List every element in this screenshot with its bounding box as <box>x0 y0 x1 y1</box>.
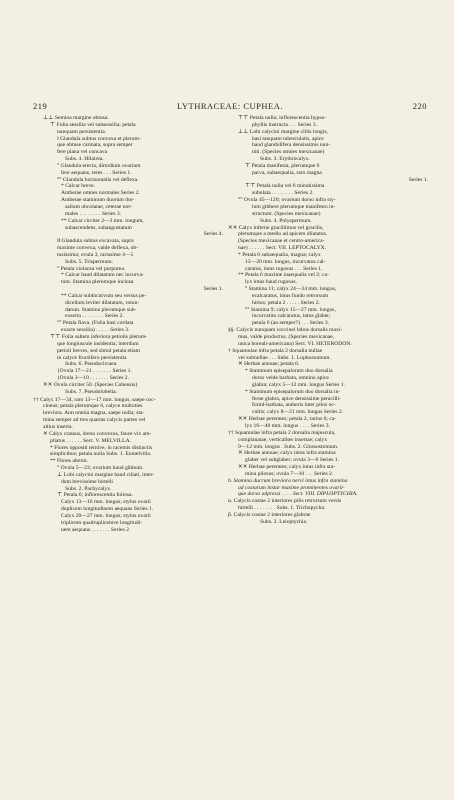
text-line: ⊥⊥ Lobi calycini margine ciliis longis, <box>238 128 328 135</box>
text-line: haud glandulifera densissimis nun- <box>252 142 331 149</box>
text-line: * Staminum episepalorum duo dorsalia in- <box>245 388 341 395</box>
text-line: exacte sessilia) . . . . . Series 3. <box>61 327 130 334</box>
text-line: †† Calyx 17—34, raro 13—17 mm. longus, saepe coc- <box>33 396 156 403</box>
text-line: nae) . . . . . . Sect. VII. LEPTOCALYX. <box>238 245 327 252</box>
text-line: que dorso adpressi . . . . Sect. VIII. DIPLOPTYCHIA. <box>238 491 358 498</box>
text-line: ° Ovula 5—23; ovarium haud gibbum. <box>57 465 144 472</box>
text-line: pliatus . . . . . . Sect. V. MELVILLA. <box>50 437 132 444</box>
text-line: ⊤⊤ Petala nulla vel 6 minutissima <box>245 183 325 190</box>
text-line: ‖ Glandula subtus convexa et plerum- <box>57 135 141 142</box>
text-line: altius inserta. <box>43 423 73 430</box>
text-line: tusissima; ovula 3, rarissime 4—5 <box>57 251 134 258</box>
text-line: 9—12 mm. longus . Subs. 2. Glossostomum. <box>238 443 339 450</box>
text-line: ad costarum instar maxime prominentes ovarii- <box>238 484 345 491</box>
text-line: dicellum leviter dilatatum, rotun- <box>65 299 140 306</box>
text-line: Subs. 4. Hilairea. <box>65 156 104 163</box>
text-line: ° Glandula erecta, dimidium ovarium <box>57 162 141 169</box>
text-line: Series 4. <box>203 231 223 238</box>
text-line: parva, subaequalia, raro magna <box>252 169 322 176</box>
text-line: exserta . . . . . . . . Series 2. <box>65 313 124 320</box>
text-line: Calyx 13—16 mm. longus; stylus ovarii <box>61 499 151 506</box>
text-line: petioli breves, sed simul petala etiam <box>57 347 140 354</box>
text-line: * Flores oppositi ternive, in racemis distinctis <box>50 444 153 451</box>
text-line: {Ovula 17—21 . . . . . . . Series 1. <box>57 368 132 375</box>
right-column <box>228 115 428 526</box>
text-line: fere aequans, teres . . . Series 1. <box>61 169 132 176</box>
text-line: §§. Calycis nunquam coccinei lobus dorsalis maxi- <box>228 327 343 334</box>
text-line: petala 6 (an semper?) . . . Series 3. <box>252 320 330 327</box>
text-line: complanatae, verticaliter insertae; calyx <box>238 436 328 443</box>
left-column <box>33 115 223 533</box>
text-line: Subs. 5. Trispermum. <box>65 258 114 265</box>
text-line: vel subnullae . . . Subs. 1. Lophostomum. <box>238 354 331 361</box>
text-line: mus, valde productus. (Species mexicanae, <box>238 334 335 340</box>
text-line: * Calcar breve. <box>61 183 96 190</box>
text-line: nunquam persistentia. <box>57 128 107 135</box>
text-line: forml-barbata, antheris inter pilos oc- <box>252 402 336 409</box>
text-line: ecalcaratus, intus fundo retrorsum <box>252 292 329 299</box>
text-line: que obtuse carinata, supra semper <box>57 142 133 149</box>
text-line: °° Ovula 45—120; ovarium dorso infra sty- <box>238 197 336 204</box>
text-line: caratus, intus rugosus . . . Series 1. <box>245 265 323 272</box>
text-line: maxime convexa, valde deflexa, ob- <box>57 245 139 252</box>
text-line: * Calcar haud dilatatum nec incurva- <box>61 272 144 279</box>
page-header <box>33 101 427 113</box>
text-line: lyx intus haud rugosus. <box>245 279 297 286</box>
text-line: °° Stamina 9; calyx 15—27 mm. longus, <box>245 306 336 313</box>
text-line: hirtelli . . . . . . . . Subs. 1. Trichopycha. <box>238 505 326 512</box>
text-line: ‖‖ Glandula subtus excavata, supra <box>57 238 134 245</box>
text-line: ✕ Herbae annuae; calyx intus infra stamina <box>238 450 336 457</box>
page-number-right: 220 <box>412 101 427 111</box>
page-number-left: 219 <box>33 101 48 111</box>
text-line: dum brevissime hirtelli <box>61 478 113 485</box>
text-line: unica boreali-americana) Sect. VI. HETERODON. <box>238 340 352 347</box>
text-line: ferne glabra, apice densissime penicilli- <box>252 395 341 402</box>
text-line: ✕✕ Herbae perennes; petala 2, rarius 6; ca- <box>238 416 337 423</box>
text-line: ✕ Calyx crassus, dorso convexus, fauce vix am- <box>43 430 152 437</box>
text-line: datum. Stamina plerumque sub- <box>65 306 137 313</box>
text-line: ** Calcar subincurvum seu versus pe- <box>61 292 147 299</box>
text-line: 13—20 mm. longus, incurvatus cal- <box>245 258 326 265</box>
text-line: tum. Stamina plerumque inclusa <box>61 279 134 286</box>
text-line: ⊥⊥ Semina margine obtusa. <box>43 115 109 121</box>
text-line: * Petala 6 subaequalia, magna; calyx <box>238 251 321 258</box>
text-line: Subs. 7. Pseudolobelia. <box>65 388 118 395</box>
text-line: duplicem longitudinem aequans Series 1. <box>61 506 154 513</box>
text-line: ⊤ Petala 6; inflorescentia foliosa. <box>57 492 133 499</box>
text-line: plerumque a medio ad apicem dilatatus. <box>238 231 328 238</box>
text-line: glabra; calyx 5—12 mm. longus Series 1. <box>252 381 345 388</box>
text-line: incurvatim calcaratus, intus glaber; <box>252 313 331 320</box>
text-line: β. Calycis costae 2 interiores glabrae <box>228 511 311 518</box>
text-line: ° Petala violacea vel purpurea. <box>57 265 126 272</box>
text-line: ⊤⊤ Folia saltem inferiora petiolis plerum- <box>50 334 148 340</box>
text-line: Subs. 6. Pseudocircaea. <box>65 361 118 368</box>
text-line: structum. (Species mexicanae) <box>252 210 321 217</box>
text-line: hirtus; petala 2 . . . . . Series 2. <box>252 299 320 306</box>
text-line: b. Stamina ducrum breviora nervi intus infra stamina <box>228 477 348 484</box>
text-line: * Staminum episepalorum duo dorsalia <box>245 368 333 375</box>
text-line: Subs. 2. Pachycalyx. <box>65 485 112 492</box>
text-line: cineus; petala plerumque 6, calyce multoties <box>43 403 143 410</box>
text-line: Subs. 3. Erythrocalyx. <box>260 156 310 163</box>
text-line: mina pilosus; ovula 7—10 . . . Series 2. <box>245 470 334 477</box>
text-line: ✕✕ Herbae perennes; calyx intus infra sta- <box>238 464 335 471</box>
text-line: lyx 16—40 mm. longus . . . . Series 3. <box>245 422 330 429</box>
text-line: ✕✕ Calyx inferne gracillimus vel gracilis, <box>228 224 324 231</box>
text-line: glaber vel subglaber; ovula 3—6 Series 1. <box>245 457 339 464</box>
text-line: (Species mexicanae et centro-america- <box>238 238 325 245</box>
text-line: ✕✕ Ovula circiter 50. (Species Cubensis) <box>43 381 138 388</box>
text-line: ** Flores alterni. <box>50 458 89 465</box>
text-line: ⊤ Petala manifesta, plerumque 6 <box>245 162 320 169</box>
text-line: ⊤ Folia sessilia vel subsessilia; petala <box>50 121 136 128</box>
text-line: salium obcolatae, ceterae nor- <box>65 203 132 210</box>
text-line: phyllis instructa . . . Series 3. <box>252 121 317 128</box>
text-line: fere plana vel concava <box>57 149 108 156</box>
text-line: ✕ Herbae annuae; petala 6. <box>238 361 300 368</box>
text-line: °° Glandula horizontalis vel deflexa. <box>57 176 139 183</box>
text-line: cultis; calyx 8—21 mm. longus Series 2. <box>252 409 344 416</box>
text-line: nem aequans . . . . . . . Series 2. <box>61 526 131 533</box>
text-line: ⊥ Lobi calycini margine haud ciliati, inter- <box>57 471 155 478</box>
text-line: mina semper ad tres quartas calycis partes vel <box>43 417 146 424</box>
text-line: Subs. 2. Leioptychia. <box>260 518 308 525</box>
text-line: ** Calcar circiter 2—3 mm. longum, <box>61 217 144 224</box>
text-line: ** Petala 6 maxime inaequalia vel 2; ca- <box>238 272 329 279</box>
text-line: niti. (Species omnes mexicanae) <box>252 149 325 156</box>
text-line: Series 1. <box>408 176 428 183</box>
text-line: °° Petala flava. (Folia basi cordata <box>57 320 134 327</box>
text-line: ⊤⊤ Petala nulla; inflorescentia hypso- <box>238 115 327 121</box>
text-line: subulata . . . . . . . . Series 2. <box>252 190 314 197</box>
text-line: dorso velde barbata, omnino apice <box>252 375 329 382</box>
text-line: in calyce fructifero persistentia <box>57 354 127 361</box>
text-line: que longiuscule insidentia; interdum <box>57 340 139 347</box>
running-title: LYTHRACEAE: CUPHEA. <box>177 101 283 111</box>
text-line: simplicibus; petala nulla Subs. 1. Eumelvilla. <box>50 451 152 458</box>
text-line: lum gibbere plerumque manifesto in- <box>252 203 336 210</box>
text-line: Series 1. <box>203 286 223 293</box>
text-line: † Squamulae infra petala 2 dorsalia nullae <box>228 347 323 354</box>
text-line: ° Stamina 11; calyx 24—34 mm. longus, <box>245 286 337 293</box>
text-line: †† Squamulae infra petala 2 dorsalia majuscula, <box>228 429 336 436</box>
text-line: Antherae staminum duorum dor- <box>61 197 135 204</box>
text-line: Subs. 4. Polyspermum. <box>260 217 312 224</box>
text-line: {Ovula 3—10 . . . . . . . Series 2. <box>57 375 129 382</box>
text-line: subascendens, subangustatum <box>65 224 132 231</box>
text-line: breviora. Ann omnia magna, saepe nulla; sta- <box>43 410 145 417</box>
text-line: basi tanquam tuberculatis, apice <box>252 135 324 142</box>
text-line: triplicem quadruplicemve longitudi- <box>61 519 143 526</box>
text-line: α. Calycis costae 2 interiores pilis retrorsum versis <box>228 498 342 505</box>
text-line: Calyx 20—27 mm. longus; stylus ovarii <box>61 512 151 519</box>
text-line: males . . . . . . . . Series 3. <box>65 210 122 217</box>
text-line: Antherae omnes normales Series 2. <box>61 190 141 197</box>
